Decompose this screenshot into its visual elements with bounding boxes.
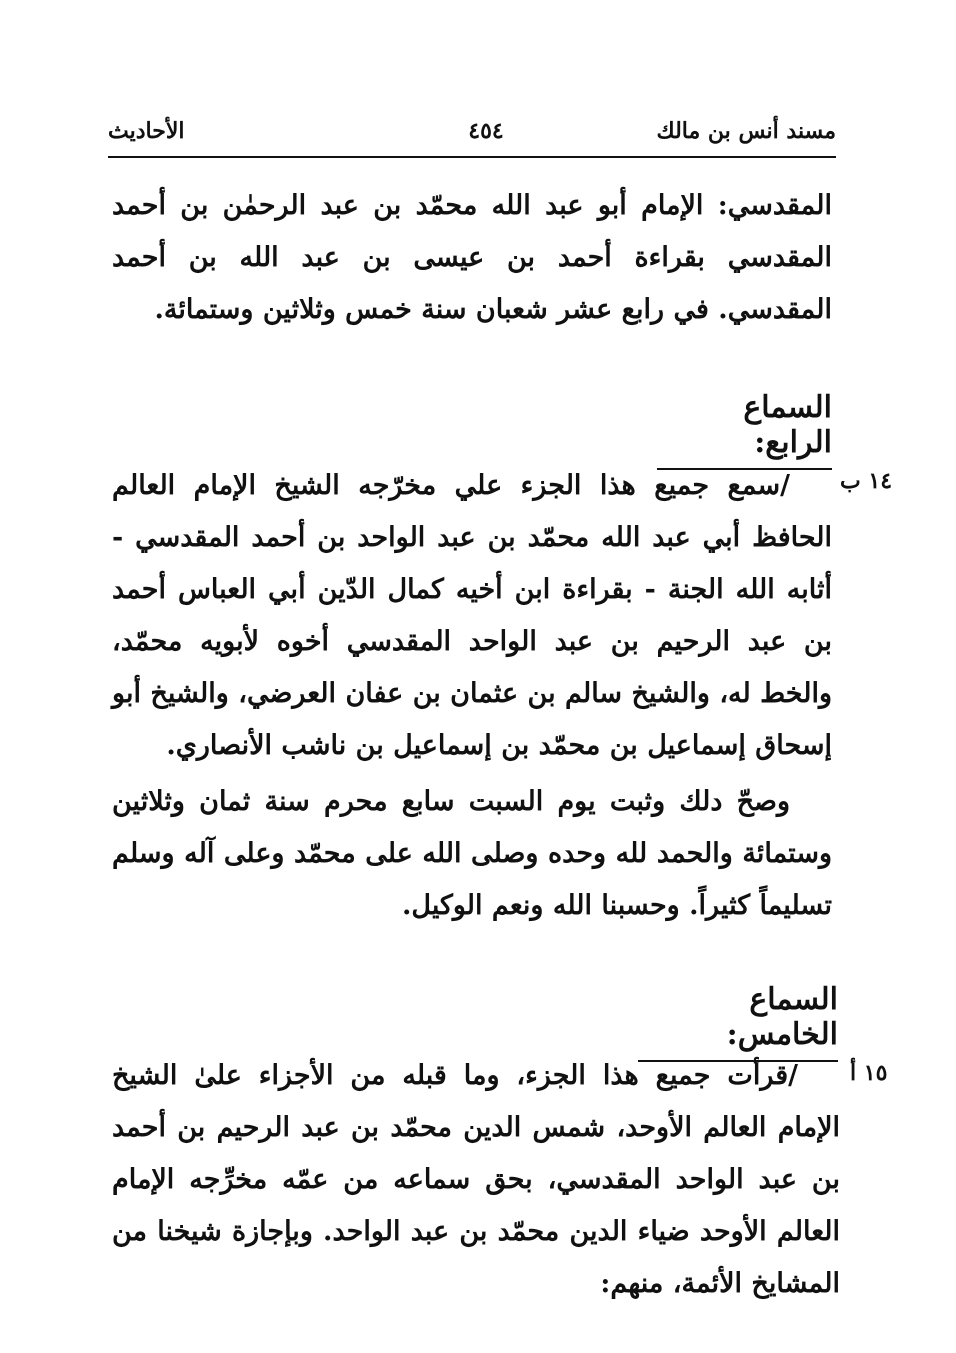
heading-fourth-audition: السماع الرابع: — [657, 390, 832, 470]
paragraph-3: وصحّ دلك وثبت يوم السبت سابع محرم سنة ثمان وثلاثين وستمائة والحمد لله وحده وصلى الله على محمّد وعلى آله وسلم تسليماً كثيراً. وحسبنا الله ونعم الوكيل. — [112, 786, 832, 921]
paragraph-1: المقدسي: الإمام أبو عبد الله محمّد بن عبد الرحمٰن بن أحمد المقدسي بقراءة أحمد بن عيسى بن عبد الله بن أحمد المقدسي. في رابع عشر شعبان سنة خمس وثلاثين وستمائة. — [112, 190, 832, 325]
paragraph-4: /قرأت جميع هذا الجزء، وما قبله من الأجزاء علىٰ الشيخ الإمام العالم الأوحد، شمس الدين محمّد بن عبد الرحيم بن أحمد بن عبد الواحد المقدسي، بحق سماعه من عمّه مخرِّجه الإمام العالم الأوحد ضياء الدين محمّد بن عبد الواحد. وبإجازة شيخنا من المشايخ الأئمة، منهم: — [112, 1060, 840, 1299]
margin-note-14b: ١٤ ب — [840, 468, 893, 494]
page-number: ٤٥٤ — [468, 118, 504, 144]
running-header — [108, 118, 836, 158]
book-title: مسند أنس بن مالك — [656, 118, 836, 144]
margin-note-15a: ١٥ أ — [850, 1060, 888, 1086]
heading-fifth-audition: السماع الخامس: — [638, 982, 838, 1062]
paragraph-2: /سمع جميع هذا الجزء علي مخرّجه الشيخ الإمام العالم الحافظ أبي عبد الله محمّد بن عبد الواحد بن أحمد المقدسي - أثابه الله الجنة - بقراءة ابن أخيه كمال الدّين أبي العباس أحمد بن عبد الرحيم بن عبد الواحد المقدسي أخوه لأبويه محمّد، والخط له، والشيخ سالم بن عثمان بن عفان العرضي، والشيخ أبو إسحاق إسماعيل بن محمّد بن إسماعيل بن ناشب الأنصاري. — [112, 470, 832, 761]
section-title: الأحاديث — [108, 118, 185, 144]
header-divider — [108, 156, 836, 158]
